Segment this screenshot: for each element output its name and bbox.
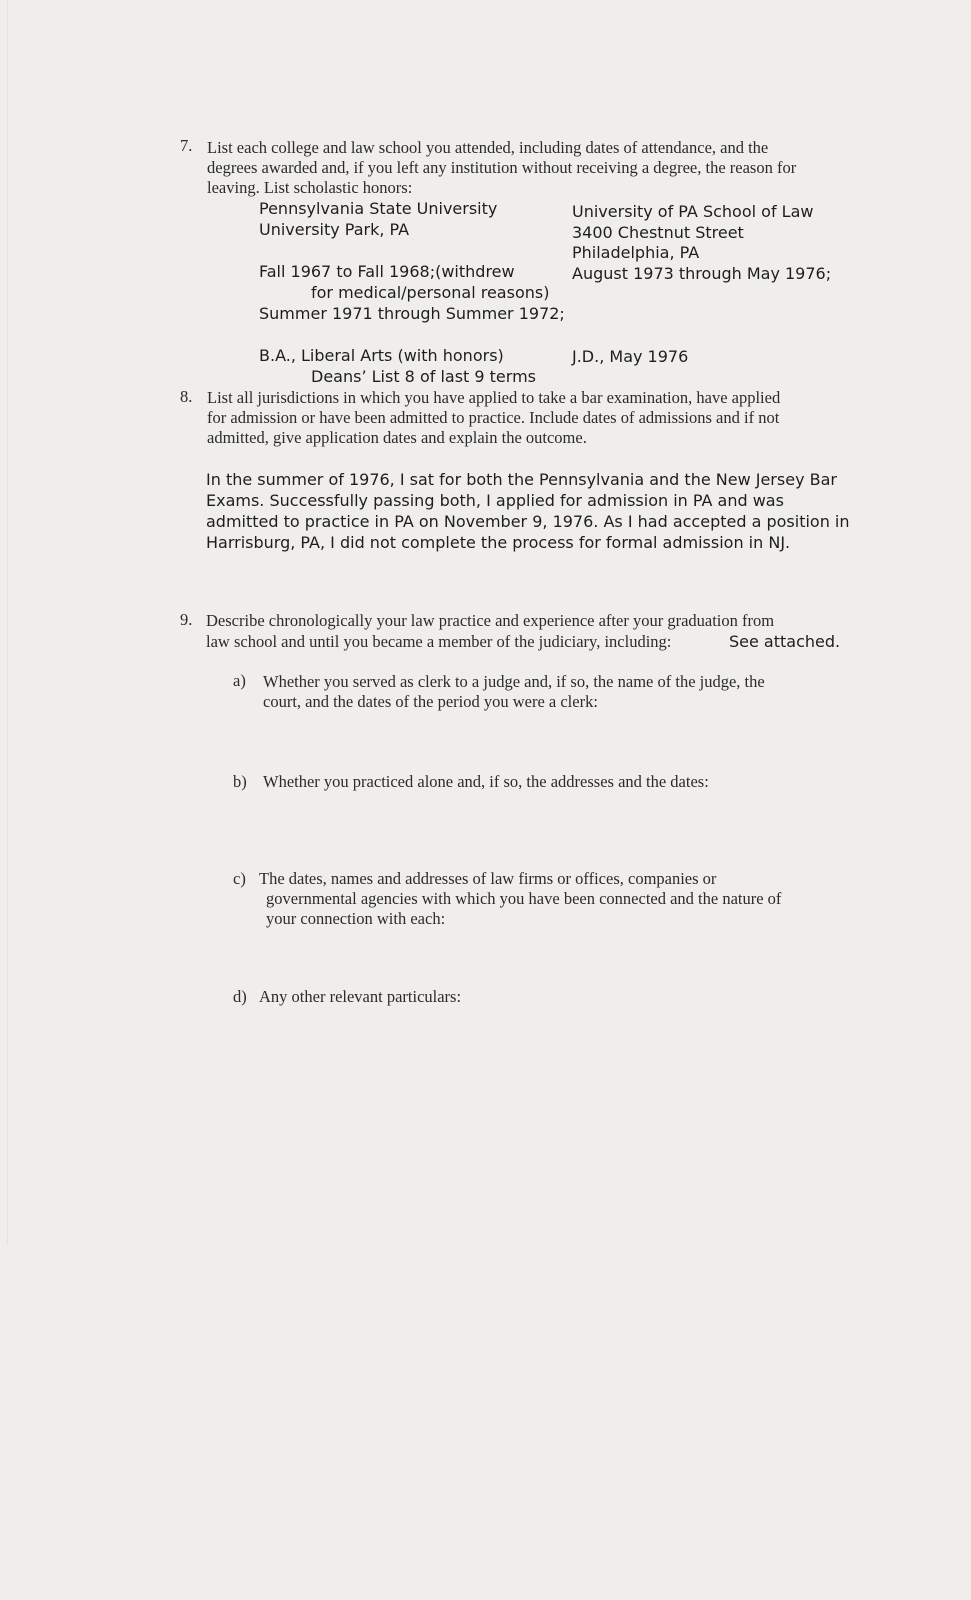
see-attached-note: See attached. [729, 632, 841, 651]
question-7-line-3: leaving. List scholastic honors: [207, 178, 413, 197]
undergrad-dates-1: Fall 1967 to Fall 1968;(withdrew [259, 262, 515, 281]
item-c-label: c) [233, 869, 246, 888]
item-b-label: b) [233, 772, 247, 791]
question-7-number: 7. [180, 136, 193, 155]
item-b-line-1: Whether you practiced alone and, if so, the addresses and the dates: [263, 772, 709, 791]
law-school-city: Philadelphia, PA [572, 243, 700, 262]
undergrad-dates-2: Summer 1971 through Summer 1972; [259, 304, 565, 323]
undergrad-location: University Park, PA [259, 220, 410, 239]
law-school-degree: J.D., May 1976 [572, 347, 689, 366]
question-7-line-2: degrees awarded and, if you left any institution without receiving a degree, the reason for [207, 158, 797, 177]
question-9-line-1: Describe chronologically your law practice and experience after your graduation from [206, 611, 775, 630]
item-d-label: d) [233, 987, 247, 1006]
undergrad-school: Pennsylvania State University [259, 199, 498, 218]
item-a-label: a) [233, 671, 246, 690]
bar-answer-line-2: Exams. Successfully passing both, I applied for admission in PA and was [206, 491, 784, 510]
bar-answer-line-4: Harrisburg, PA, I did not complete the process for formal admission in NJ. [206, 533, 791, 552]
question-9-number: 9. [180, 610, 193, 629]
undergrad-dates-1-reason: for medical/personal reasons) [311, 283, 550, 302]
law-school-name: University of PA School of Law [572, 202, 814, 221]
undergrad-degree: B.A., Liberal Arts (with honors) [259, 346, 504, 365]
question-8-line-2: for admission or have been admitted to practice. Include dates of admissions and if not [207, 408, 780, 427]
question-8-line-1: List all jurisdictions in which you have applied to take a bar examination, have applied [207, 388, 781, 407]
item-c-line-2: governmental agencies with which you have been connected and the nature of [266, 889, 782, 908]
item-a-line-1: Whether you served as clerk to a judge and, if so, the name of the judge, the [263, 672, 765, 691]
item-c-line-3: your connection with each: [266, 909, 446, 928]
question-8-number: 8. [180, 387, 193, 406]
bar-answer-line-1: In the summer of 1976, I sat for both the Pennsylvania and the New Jersey Bar [206, 470, 837, 489]
question-7-line-1: List each college and law school you attended, including dates of attendance, and the [207, 138, 769, 157]
item-c-line-1: The dates, names and addresses of law firms or offices, companies or [259, 869, 717, 888]
item-a-line-2: court, and the dates of the period you were a clerk: [263, 692, 598, 711]
scan-edge [7, 0, 8, 1245]
question-8-line-3: admitted, give application dates and explain the outcome. [207, 428, 587, 447]
bar-answer-line-3: admitted to practice in PA on November 9, 1976. As I had accepted a position in [206, 512, 850, 531]
undergrad-honors: Deans’ List 8 of last 9 terms [311, 367, 536, 386]
law-school-street: 3400 Chestnut Street [572, 223, 744, 242]
item-d-line-1: Any other relevant particulars: [259, 987, 462, 1006]
law-school-dates: August 1973 through May 1976; [572, 264, 832, 283]
question-9-line-2: law school and until you became a member of the judiciary, including: [206, 632, 672, 651]
